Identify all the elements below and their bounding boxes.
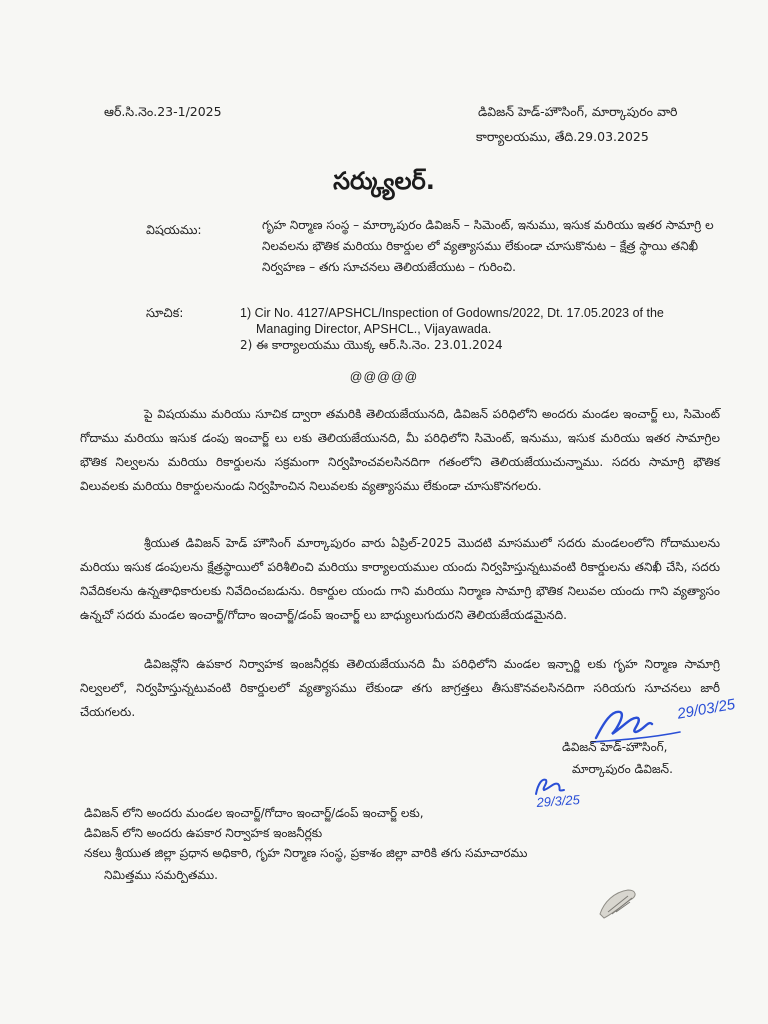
office-name-line2: కార్యాలయము, తేది.29.03.2025 (476, 129, 649, 144)
copy-to-line1: డివిజన్ లోని అందరు మండల ఇంచార్జ్/గోదాం ఇంచార్జ్/డంప్ ఇంచార్జ్ లకు, (84, 806, 424, 820)
office-name-line1: డివిజన్ హెడ్-హౌసింగ్, మార్కాపురం వారి (478, 104, 678, 119)
copy-to-line2: డివిజన్ లోని అందరు ఉపకార నిర్వాహక ఇంజనీర్లకు (84, 826, 323, 840)
copy-to-line3: నకలు శ్రీయుత జిల్లా ప్రధాన అధికారి, గృహ నిర్మాణ సంస్థ, ప్రకాశం జిల్లా వారికి తగు సమాచారము (84, 846, 528, 860)
reference-label: సూచిక: (146, 305, 184, 320)
initials-date: 29/3/25 (536, 791, 581, 810)
scan-smudge (594, 884, 644, 924)
signature-date: 29/03/25 (676, 695, 737, 723)
reference-item-2: 2) ఈ కార్యాలయము యొక్క ఆర్.సి.నెం. 23.01.2024 (240, 338, 503, 352)
separator: @@@@@ (349, 370, 419, 384)
paragraph-1: పై విషయము మరియు సూచిక ద్వారా తమరికి తెలియజేయునది, డివిజన్ పరిధిలోని అందరు మండల ఇంచార్జ్ లు, సిమెంట్ గోదాము మరియు ఇసుక డంపు ఇంచార్జ్ లు లకు తెలియజేయునది, మీ పరిధిలోని సిమెంట్, ఇనుము, ఇసుక మరియు ఇతర సామాగ్రిల భౌతిక నిల్వలను మరియు రికార్డులను సక్రమంగా నిర్వహించవలసినదిగా గతంలోని తెలియజేయుచున్నాము. సదరు సామాగ్రి భౌతిక విలువలకు మరియు రికార్డులనుండు నిర్వహించిన నిలువలకు వ్యత్యాసము లేకుండా చూసుకొనగలరు. (80, 407, 720, 493)
reference-item-1-line2: Managing Director, APSHCL., Vijayawada. (256, 322, 492, 336)
paragraph-3: డివిజన్లోని ఉపకార నిర్వాహక ఇంజనీర్లకు తెలియజేయునది మీ పరిధిలోని మండల ఇన్చార్జి లకు గృహ నిర్మాణ సామాగ్రి నిల్వలలో, నిర్వహిస్తున్నటువంటి రికార్డులలో వ్యత్యాసము లేకుండా తగు జాగ్రత్తలు తీసుకొనవలసినదిగా సరియగు సూచనలు జారీ చేయగలరు. (80, 657, 720, 719)
subject-text: గృహ నిర్మాణ సంస్థ – మార్కాపురం డివిజన్ – సిమెంట్, ఇనుము, ఇసుక మరియు ఇతర సామాగ్రి ల నిలవలను భౌతిక మరియు రికార్డుల లో వ్యత్యాసము లేకుండా చూసుకొనుట – క్షేత్ర స్థాయి తనిఖీ నిర్వహణ – తగు సూచనలు తెలియజేయుట – గురించి. (262, 218, 714, 274)
paragraph-2: శ్రీయుత డివిజన్ హెడ్ హౌసింగ్ మార్కాపురం వారు ఏప్రిల్-2025 మొదటి మాసములో సదరు మండలంలోని గోదాములను మరియు ఇసుక డంపులను క్షేత్రస్థాయిలో పరిశీలించి మరియు కార్యాలయముల యందు నిర్వహిస్తున్నటువంటి రికార్డులను తనిఖీ చేసి, సదరు నివేదికలను ఉన్నతాధికారులకు నివేదించబడును. రికార్డుల యందు గాని మరియు నిర్మాణ సామాగ్రి భౌతిక నిలువల యందు గాని వ్యత్యాసం ఉన్నచో సదరు మండల ఇంచార్జ్/గోదాం ఇంచార్జ్/డంప్ ఇంచార్జ్ లు బాధ్యులుగుదురని తెలియజేయడమైనది. (80, 536, 720, 622)
signatory-place: మార్కాపురం డివిజన్. (572, 762, 673, 776)
copy-to-line4: నిమిత్తము సమర్పితము. (104, 868, 218, 882)
reference-number: ఆర్.సి.నెం.23-1/2025 (104, 104, 222, 119)
reference-item-1-line1: 1) Cir No. 4127/APSHCL/Inspection of Godowns/2022, Dt. 17.05.2023 of the (240, 306, 664, 320)
signatory-designation: డివిజన్ హెడ్-హౌసింగ్, (562, 740, 668, 754)
subject-label: విషయము: (146, 222, 202, 237)
document-title: సర్క్యులర్. (333, 167, 435, 195)
